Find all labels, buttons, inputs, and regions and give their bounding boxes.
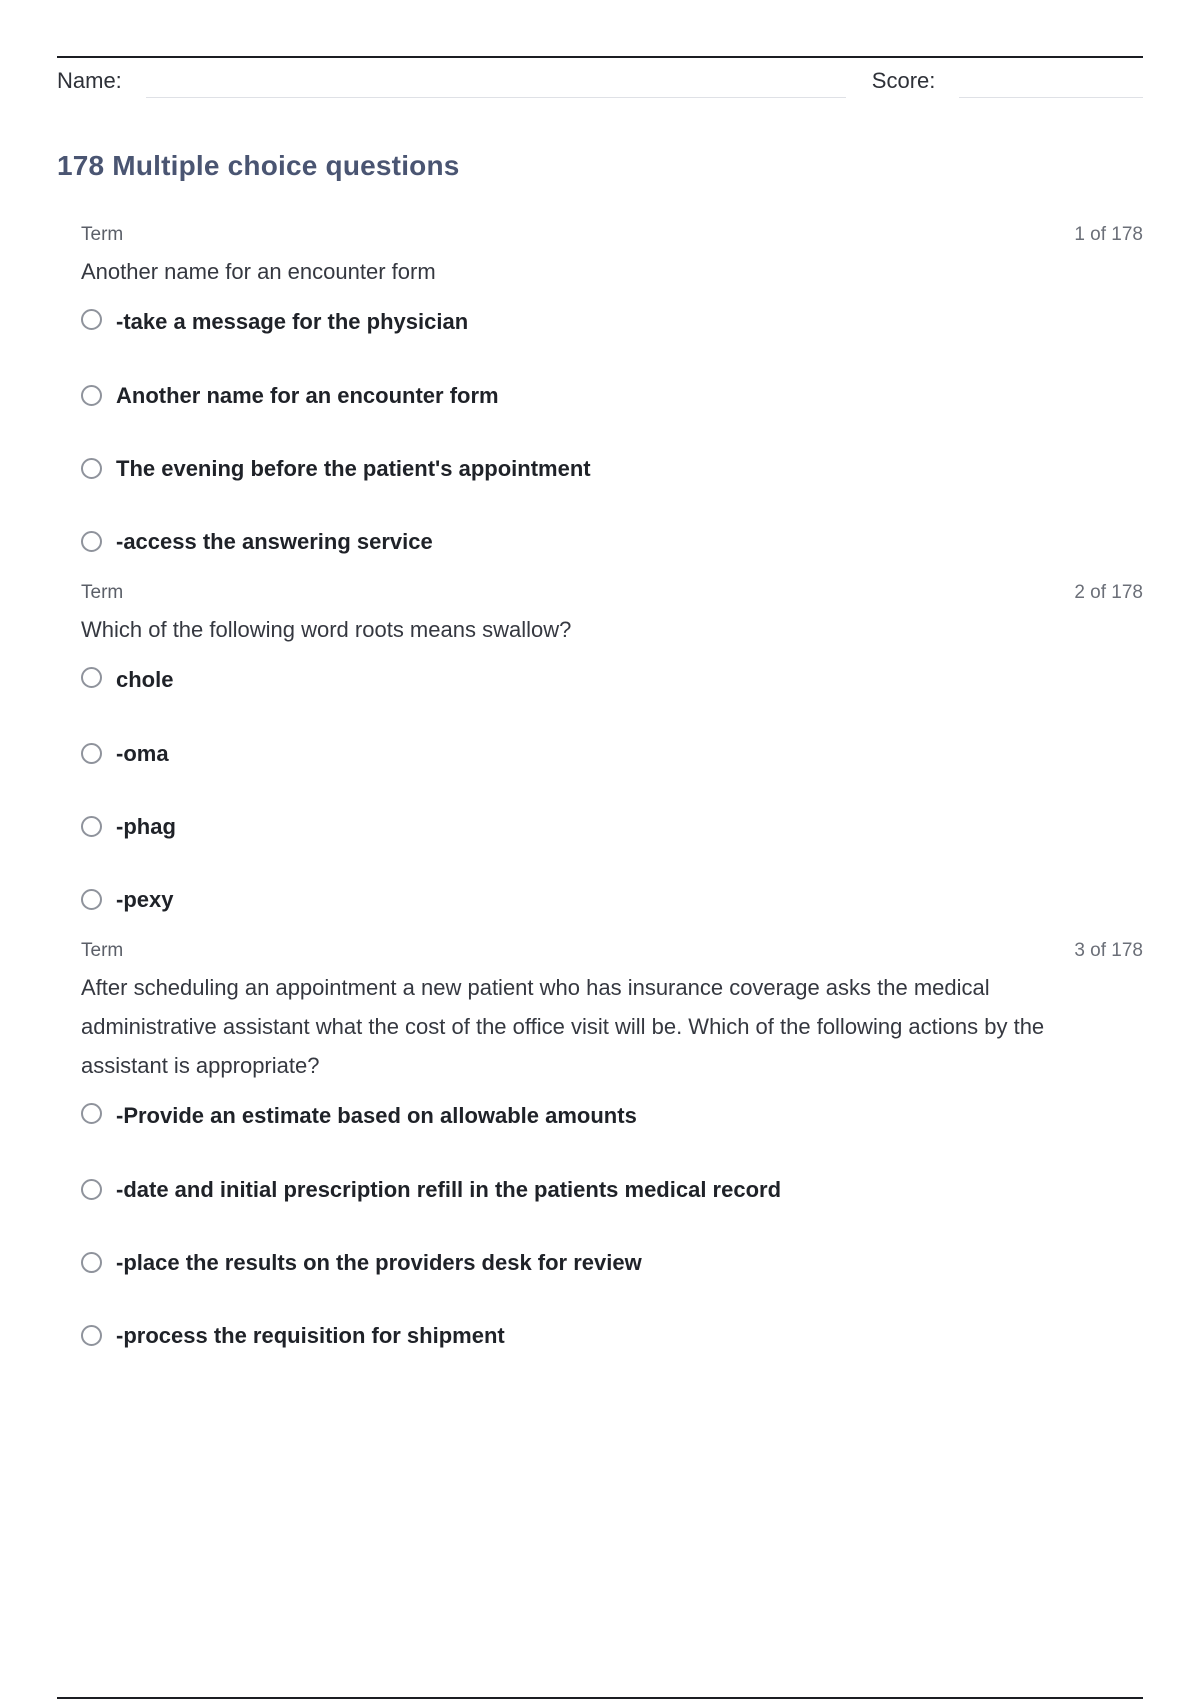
answer-option-label: chole — [116, 667, 174, 692]
question-text: Another name for an encounter form — [81, 259, 436, 284]
score-field[interactable] — [959, 59, 1143, 98]
worksheet-page — [57, 56, 1143, 1372]
answer-option-label: -access the answering service — [116, 528, 433, 554]
radio-button-icon[interactable] — [81, 1325, 102, 1346]
answer-option[interactable] — [81, 1299, 1143, 1372]
radio-button-icon[interactable] — [81, 667, 102, 688]
answer-option[interactable] — [81, 359, 1143, 432]
question-2 — [81, 582, 1143, 936]
radio-button-icon[interactable] — [81, 1252, 102, 1273]
section-title: 178 Multiple choice questions — [57, 150, 460, 181]
radio-button-icon[interactable] — [81, 1179, 102, 1200]
answer-option[interactable] — [81, 309, 1143, 359]
answer-option-label: Another name for an encounter form — [116, 382, 499, 408]
radio-button-icon[interactable] — [81, 309, 102, 330]
question-counter: 2 of 178 — [1074, 582, 1143, 603]
answer-option[interactable] — [81, 790, 1143, 863]
question-kind: Term — [81, 940, 124, 961]
question-kind: Term — [81, 224, 124, 245]
answer-option-label: -phag — [116, 813, 176, 839]
question-1 — [81, 224, 1143, 578]
radio-button-icon[interactable] — [81, 889, 102, 910]
answer-option-label: -place the results on the providers desk for review — [116, 1249, 642, 1275]
radio-button-icon[interactable] — [81, 1103, 102, 1124]
answer-option-label: -Provide an estimate based on allowable amounts — [116, 1103, 637, 1128]
radio-button-icon[interactable] — [81, 531, 102, 552]
answer-option-label: -oma — [116, 740, 169, 766]
bottom-divider — [57, 1697, 1143, 1699]
question-3 — [81, 940, 1143, 1372]
header-row — [57, 58, 1143, 98]
question-text: After scheduling an appointment a new patient who has insurance coverage asks the medical administrative assistant what the cost of the office visit will be. Which of the following actions by the assistant is appropriate? — [81, 975, 1045, 1078]
answer-option-label: -date and initial prescription refill in the patients medical record — [116, 1176, 782, 1202]
name-field[interactable] — [146, 59, 846, 98]
score-label: Score: — [871, 68, 936, 93]
question-counter: 3 of 178 — [1074, 940, 1143, 961]
answer-option-label: The evening before the patient's appointment — [116, 455, 591, 481]
question-header — [81, 940, 1143, 962]
answer-option[interactable] — [81, 667, 1143, 717]
answer-option-label: -pexy — [116, 886, 174, 912]
answer-option[interactable] — [81, 1226, 1143, 1299]
answer-option-label: -process the requisition for shipment — [116, 1322, 505, 1348]
question-kind: Term — [81, 582, 124, 603]
radio-button-icon[interactable] — [81, 458, 102, 479]
answer-option-label: -take a message for the physician — [116, 309, 469, 334]
answer-option[interactable] — [81, 1153, 1143, 1226]
answer-option[interactable] — [81, 863, 1143, 936]
question-header — [81, 582, 1143, 604]
option-list — [81, 1103, 1143, 1372]
question-counter: 1 of 178 — [1074, 224, 1143, 245]
answer-option[interactable] — [81, 717, 1143, 790]
radio-button-icon[interactable] — [81, 816, 102, 837]
option-list — [81, 309, 1143, 578]
question-header — [81, 224, 1143, 246]
option-list — [81, 667, 1143, 936]
answer-option[interactable] — [81, 1103, 1143, 1153]
question-text: Which of the following word roots means swallow? — [81, 617, 572, 642]
name-label: Name: — [57, 68, 122, 93]
radio-button-icon[interactable] — [81, 743, 102, 764]
radio-button-icon[interactable] — [81, 385, 102, 406]
answer-option[interactable] — [81, 432, 1143, 505]
answer-option[interactable] — [81, 505, 1143, 578]
